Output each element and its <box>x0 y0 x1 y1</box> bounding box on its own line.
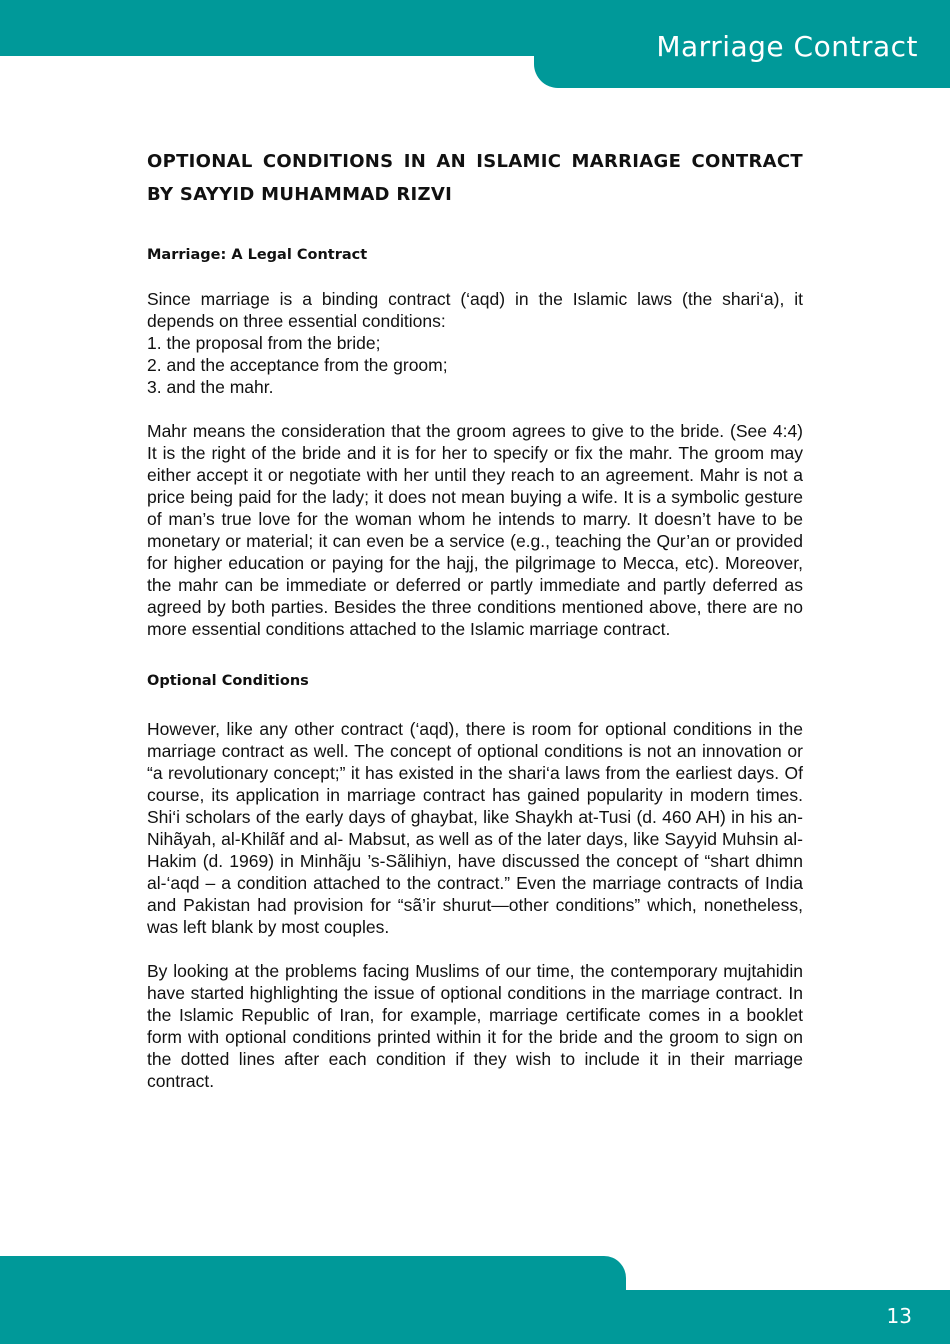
list-item: 2. and the acceptance from the groom; <box>147 355 448 375</box>
section-heading-optional-conditions: Optional Conditions <box>147 673 309 689</box>
list-item: 3. and the mahr. <box>147 377 274 397</box>
contemporary-paragraph: By looking at the problems facing Muslims of our time, the contemporary mujtahidin have started highlighting the issue of optional conditions in the marriage contract. In the Islamic Republic of Iran, for example, marriage certificate comes in a booklet form with optional conditions printed within it for the bride and the groom to sign on the dotted lines after each condition if they wish to include it in their marriage contract. <box>147 961 803 1091</box>
mahr-paragraph: Mahr means the consideration that the groom agrees to give to the bride. (See 4:4) It is the right of the bride and it is for her to specify or fix the mahr. The groom may either accept it or negotiate with her until they reach to an agreement. Mahr is not a price being paid for the lady; it does not mean buying a wife. It is a symbolic gesture of man’s true love for the woman whom he intends to marry. It doesn’t have to be monetary or material; it can even be a service (e.g., teaching the Qur’an or provided for higher education or paying for the hajj, the pilgrimage to Mecca, etc). Moreover, the mahr can be immediate or deferred or partly immediate and partly deferred as agreed by both parties. Besides the three conditions mentioned above, there are no more essential conditions attached to the Islamic marriage contract. <box>147 421 803 639</box>
page-number: 13 <box>886 1304 912 1328</box>
article-title: OPTIONAL CONDITIONS IN AN ISLAMIC MARRIAGE CONTRACT <box>147 151 803 172</box>
section-heading-legal-contract: Marriage: A Legal Contract <box>147 247 368 263</box>
footer-band <box>0 1290 950 1344</box>
running-header-title: Marriage Contract <box>656 30 918 63</box>
article-body <box>147 150 803 1092</box>
list-item: 1. the proposal from the bride; <box>147 333 381 353</box>
optional-conditions-paragraph: However, like any other contract (‘aqd), there is room for optional conditions in the marriage contract as well. The concept of optional conditions is not an innovation or “a revolutionary concept;” it has existed in the shari‘a laws from the earliest days. Of course, its application in marriage contract has gained popularity in modern times. Shi‘i scholars of the early days of ghaybat, like Shaykh at-Tusi (d. 460 AH) in his an-Nihãyah, al-Khilãf and al- Mabsut, as well as of the later days, like Sayyid Muhsin al-Hakim (d. 1969) in Minhãju ’s-Sãlihiyn, have discussed the concept of “shart dhimn al-‘aqd – a condition attached to the contract.” Even the marriage contracts of India and Pakistan had provision for “sã’ir shurut—other conditions” which, nonetheless, was left blank by most couples. <box>147 719 803 937</box>
article-author: BY SAYYID MUHAMMAD RIZVI <box>147 184 453 205</box>
conditions-list <box>147 332 803 398</box>
intro-paragraph: Since marriage is a binding contract (‘aqd) in the Islamic laws (the shari‘a), it depends on three essential conditions: <box>147 289 803 331</box>
